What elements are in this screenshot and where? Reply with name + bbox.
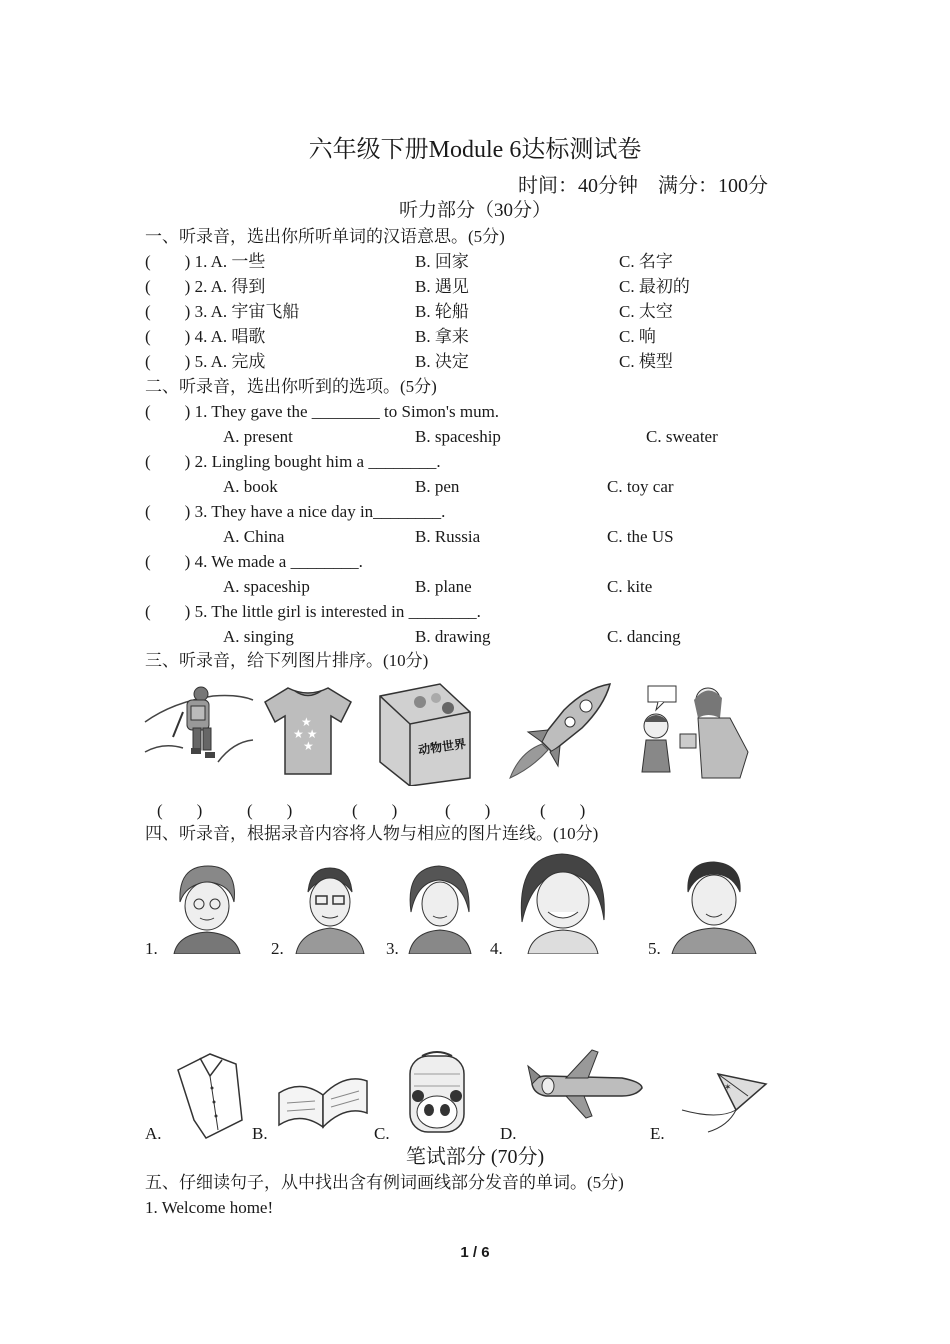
part1-item-3-b: B. 轮船 [415,302,469,321]
part1-item-2-c: C. 最初的 [619,277,690,296]
person-label-2: 2. [271,939,284,958]
part2-option-3-c: C. the US [607,527,674,546]
svg-text:★ ★: ★ ★ [293,727,318,741]
order-blank-1[interactable]: ( ) [157,801,203,820]
part2-question-1: ( ) 1. They gave the ________ to Simon's mum. [145,402,500,421]
part1-item-2-a: ( ) 2. A. 得到 [145,277,266,296]
order-blank-4[interactable]: ( ) [445,801,491,820]
panda-backpack-picture [400,1050,474,1140]
part2-option-4-c: C. kite [607,577,653,596]
part2-option-2-c: C. toy car [607,477,674,496]
part1-item-3-c: C. 太空 [619,302,673,321]
part2-option-3-b: B. Russia [415,527,481,546]
part1-item-5-a: ( ) 5. A. 完成 [145,352,266,371]
object-label-a: A. [145,1124,162,1143]
hiker-picture [143,682,255,778]
part5-item-1: 1. Welcome home! [145,1198,274,1217]
plane-picture [526,1048,644,1122]
part2-question-3: ( ) 3. They have a nice day in________. [145,502,446,521]
svg-text:★: ★ [301,715,312,729]
part1-item-3-a: ( ) 3. A. 宇宙飞船 [145,302,300,321]
part5-heading: 五、仔细读句子，从中找出含有例词画线部分发音的单词。(5分) [145,1173,624,1192]
object-label-b: B. [252,1124,268,1143]
order-blank-3[interactable]: ( ) [352,801,398,820]
object-label-d: D. [500,1124,517,1143]
part2-option-1-b: B. spaceship [415,427,501,446]
animal-book-picture [374,682,476,786]
tshirt-picture [263,682,353,778]
part2-option-4-a: A. spaceship [223,577,310,596]
part2-option-3-a: A. China [223,527,285,546]
woman-picture [405,862,475,954]
part1-item-5-b: B. 决定 [415,352,469,371]
part2-question-4: ( ) 4. We made a ________. [145,552,363,571]
person-label-4: 4. [490,939,503,958]
listening-heading: 听力部分（30分） [398,200,551,221]
part2-heading: 二、听录音，选出你听到的选项。(5分) [145,377,437,396]
part1-item-4-a: ( ) 4. A. 唱歌 [145,327,266,346]
part1-item-4-b: B. 拿来 [415,327,469,346]
part4-heading: 四、听录音，根据录音内容将人物与相应的图片连线。(10分) [145,824,599,843]
svg-text:✶: ✶ [724,1082,732,1092]
person-label-3: 3. [386,939,399,958]
grandpa-picture [292,862,366,954]
part1-item-5-c: C. 模型 [619,352,673,371]
shirt-picture [170,1050,246,1140]
girl-picture [518,850,608,954]
svg-text:★: ★ [303,739,314,753]
order-blank-5[interactable]: ( ) [540,801,586,820]
person-label-5: 5. [648,939,661,958]
part1-item-1-b: B. 回家 [415,252,469,271]
part1-item-1-c: C. 名字 [619,252,673,271]
rocket-picture [506,680,616,780]
part2-option-1-a: A. present [223,427,293,446]
open-book-picture [275,1055,371,1131]
book-cover-label: 动物世界 [417,736,467,758]
part2-option-5-a: A. singing [223,627,294,646]
part2-option-4-b: B. plane [415,577,472,596]
part1-heading: 一、听录音，选出你所听单词的汉语意思。(5分) [145,227,505,246]
time-info: 时间：40分钟 满分：100分 [518,175,768,197]
part1-item-2-b: B. 遇见 [415,277,469,296]
page-number: 1 / 6 [460,1244,490,1261]
part2-option-2-a: A. book [223,477,278,496]
part1-item-1-a: ( ) 1. A. 一些 [145,252,266,271]
writing-heading: 笔试部分 (70分) [405,1146,545,1168]
object-label-c: C. [374,1124,390,1143]
object-label-e: E. [650,1124,665,1143]
part2-option-1-c: C. sweater [646,427,718,446]
part2-question-5: ( ) 5. The little girl is interested in ________. [145,602,481,621]
part2-option-5-b: B. drawing [415,627,491,646]
kite-picture [678,1070,770,1134]
person-label-1: 1. [145,939,158,958]
part2-option-5-c: C. dancing [607,627,681,646]
order-blank-2[interactable]: ( ) [247,801,293,820]
part2-option-2-b: B. pen [415,477,460,496]
page-title: 六年级下册Module 6达标测试卷 [308,137,642,163]
part2-question-2: ( ) 2. Lingling bought him a ________. [145,452,441,471]
part1-item-4-c: C. 响 [619,327,656,346]
girl-woman-picture [636,682,750,782]
boy-picture [668,858,758,954]
grandma-picture [170,862,244,954]
part3-heading: 三、听录音，给下列图片排序。(10分) [145,651,429,670]
